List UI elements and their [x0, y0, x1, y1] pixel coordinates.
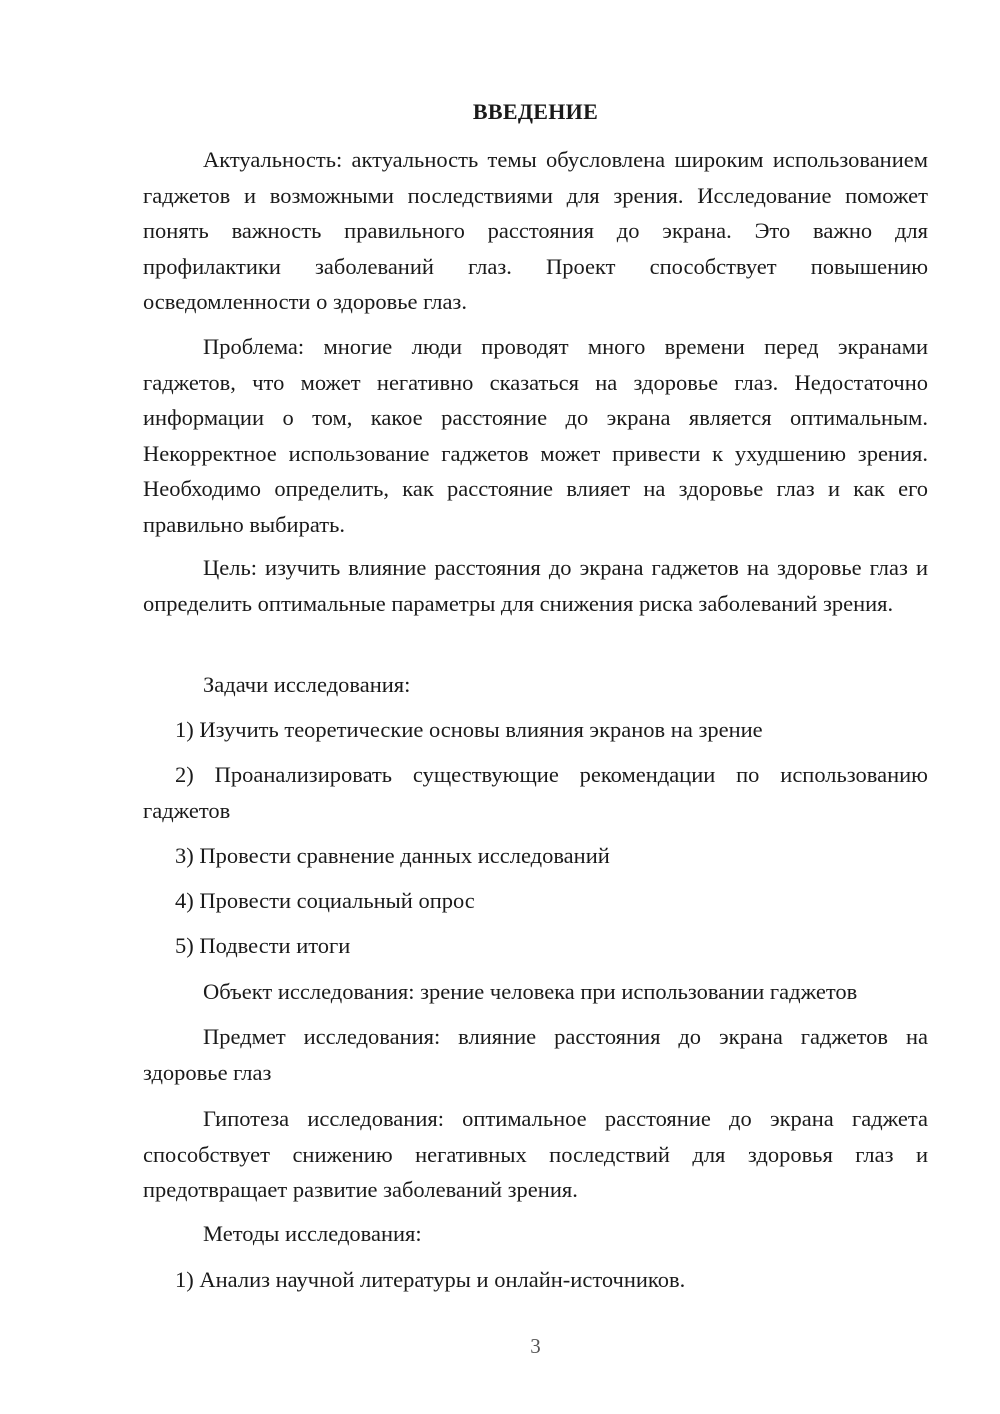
section-title: ВВЕДЕНИЕ	[472, 99, 599, 124]
goal-paragraph: Цель: изучить влияние расстояния до экрана гаджетов на здоровье глаз и определить оптимальные параметры для снижения риска заболеваний зрения.	[143, 555, 928, 616]
object-paragraph: Объект исследования: зрение человека при использовании гаджетов	[203, 979, 858, 1004]
tasks-heading: Задачи исследования:	[203, 672, 411, 697]
task-item-3: 3) Провести сравнение данных исследований	[175, 843, 610, 868]
problem-paragraph: Проблема: многие люди проводят много времени перед экранами гаджетов, что может негативно сказаться на здоровье глаз. Недостаточно информации о том, какое расстояние до экрана является оптимальным. Некорректное использование гаджетов может привести к ухудшению зрения. Необходимо определить, как расстояние влияет на здоровье глаз и как его правильно выбирать.	[143, 334, 928, 537]
methods-heading: Методы исследования:	[203, 1221, 422, 1246]
relevance-paragraph: Актуальность: актуальность темы обусловлена широким использованием гаджетов и возможными последствиями для зрения. Исследование поможет понять важность правильного расстояния до экрана. Это важно для профилактики заболеваний глаз. Проект способствует повышению осведомленности о здоровье глаз.	[143, 147, 928, 314]
method-item-1: 1) Анализ научной литературы и онлайн-источников.	[175, 1267, 686, 1292]
hypothesis-paragraph: Гипотеза исследования: оптимальное расстояние до экрана гаджета способствует снижению негативных последствий для здоровья глаз и предотвращает развитие заболеваний зрения.	[143, 1106, 928, 1202]
page-number: 3	[530, 1334, 541, 1358]
task-item-2: 2) Проанализировать существующие рекомендации по использованию гаджетов	[143, 762, 928, 823]
task-item-1: 1) Изучить теоретические основы влияния экранов на зрение	[175, 717, 763, 742]
task-item-5: 5) Подвести итоги	[175, 933, 351, 958]
document-page	[143, 0, 928, 1414]
task-item-4: 4) Провести социальный опрос	[175, 888, 475, 913]
subject-paragraph: Предмет исследования: влияние расстояния до экрана гаджетов на здоровье глаз	[143, 1024, 928, 1085]
